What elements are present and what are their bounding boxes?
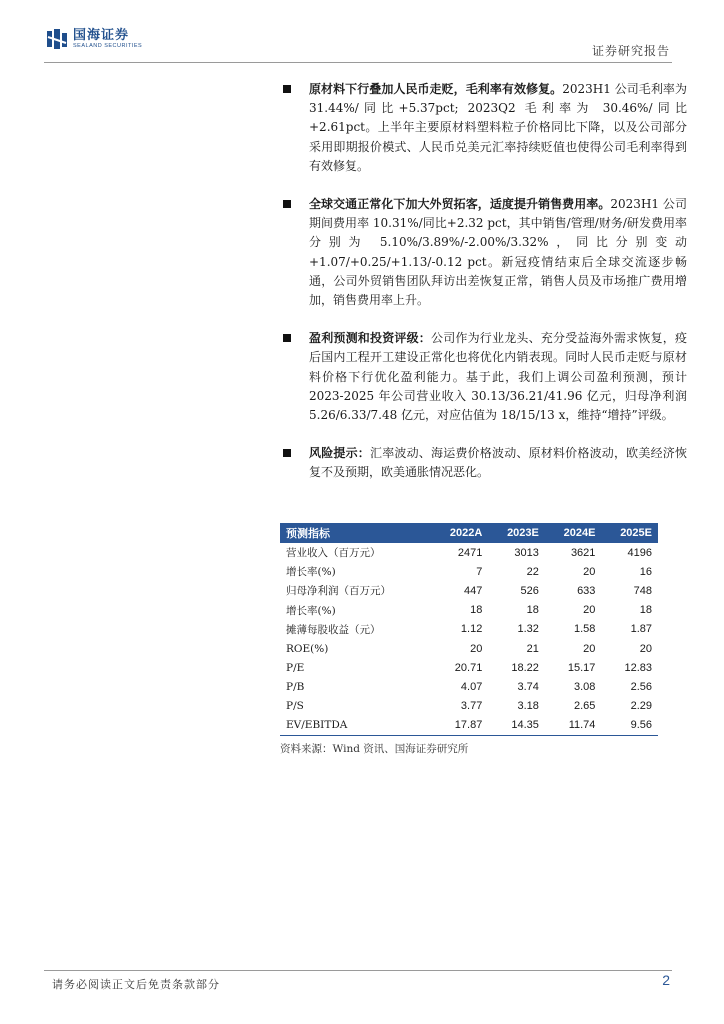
header-divider [44,62,672,63]
table-row [280,639,658,658]
value-cell: 4.07 [460,680,483,693]
value-cell: 1.58 [574,623,596,636]
table-header-row [280,523,658,543]
value-cell: 20 [583,565,596,578]
row-label-cell: 营业收入（百万元） [286,547,381,560]
report-type-label: 证券研究报告 [591,44,670,58]
value-cell: 3.74 [517,680,539,693]
key-point-rating [283,329,687,425]
key-point-body: 2023H1 公司毛利率为 31.44%/同比+5.37pct; 2023Q2 毛利率为 30.46%/同比+2.61pct。上半年主要原材料塑料粒子价格同比下降，以及公司部分采用即期报价模式、人民币兑美元汇率持续贬值也使得公司毛利率得到有效修复。 [309,82,687,173]
square-bullet-icon [283,85,291,93]
row-label-cell: P/B [286,680,305,693]
value-cell: 748 [633,584,652,597]
table-row [280,697,658,716]
value-cell: 14.35 [488,716,545,736]
key-points-list [283,80,687,502]
company-logo [46,28,142,50]
value-cell: 20 [639,642,652,655]
row-label-cell: 增长率(%) [286,604,336,617]
row-label-cell: 归母净利润（百万元） [286,585,391,598]
value-cell: 22 [526,565,539,578]
value-cell: 3013 [514,546,539,559]
row-label-cell: EV/EBITDA [280,716,431,736]
value-cell: 3.77 [460,700,483,713]
value-cell: 633 [577,584,596,597]
value-cell: 526 [520,584,539,597]
logo-name-en: SEALAND SECURITIES [73,42,143,49]
key-point-body: 汇率波动、海运费价格波动、原材料价格波动，欧美经济恢复不及预期，欧美通胀情况恶化。 [309,446,687,480]
value-cell: 17.87 [431,716,488,736]
key-point-heading: 原材料下行叠加人民币走贬，毛利率有效修复。 [309,82,563,96]
square-bullet-icon [283,200,291,208]
page-number: 2 [662,972,670,988]
table-row [280,620,658,639]
column-header: 预测指标 [280,523,431,543]
value-cell: 2.65 [574,700,596,713]
value-cell: 2471 [457,546,483,559]
value-cell: 9.56 [601,716,658,736]
column-header: 2025E [601,523,658,543]
row-label-cell: ROE(%) [286,642,329,655]
table-row [280,562,658,581]
sealand-logo-icon [46,28,68,50]
value-cell: 20.71 [454,661,483,674]
table-row [280,601,658,620]
logo-name-cn: 国海证券 [73,27,130,43]
table-row [280,677,658,696]
disclaimer-text: 请务必阅读正文后免责条款部分 [52,978,220,991]
table-row [280,581,658,600]
key-point-risks [283,444,687,482]
page-header [0,0,724,64]
value-cell: 16 [639,565,652,578]
key-point-heading: 风险提示： [309,446,370,461]
key-point-gross-margin [283,80,687,176]
value-cell: 447 [463,584,483,597]
column-header: 2022A [431,523,488,543]
row-label-cell: 增长率(%) [286,566,336,579]
footer-divider [44,970,672,971]
forecast-table-section [280,523,658,756]
value-cell: 3.18 [517,700,539,713]
forecast-table [280,523,658,736]
value-cell: 2.29 [630,700,652,713]
key-point-body: 2023H1 公司期间费用率 10.31%/同比+2.32 pct，其中销售/管理/财务/研发费用率分别为 5.10%/3.89%/-2.00%/3.32%，同比分别变动 +1.07/+0.25/+1.13/-0.12 pct。新冠疫情结束后全球交流逐步畅通，公司外贸销售团队拜访出差恢复正常，销售人员及市场推广费用增加，销售费用率上升。 [309,197,687,308]
table-row [280,716,658,736]
table-row [280,543,658,562]
value-cell: 2.56 [630,680,652,693]
row-label-cell: 摊薄每股收益（元） [286,623,381,636]
key-point-body: 公司作为行业龙头、充分受益海外需求恢复，疫后国内工程开工建设正常化也将优化内销表现。同时人民币走贬与原材料价格下行优化盈利能力。基于此，我们上调公司盈利预测，预计 2023-2025 年公司营业收入 30.13/36.21/41.96 亿元，归母净利润 5.26/6.33/7.48 亿元，对应估值为 18/15/13 x，维持“增持”评级。 [309,331,687,423]
key-point-heading: 盈利预测和投资评级： [309,331,431,346]
square-bullet-icon [283,449,291,457]
value-cell: 3.08 [574,680,596,693]
value-cell: 1.12 [460,623,483,636]
column-header: 2023E [488,523,545,543]
key-point-heading: 全球交通正常化下加大外贸拓客，适度提升销售费用率。 [309,197,611,212]
value-cell: 1.32 [517,623,539,636]
value-cell: 15.17 [567,661,596,674]
column-header: 2024E [545,523,602,543]
value-cell: 18 [470,604,483,617]
value-cell: 7 [476,565,483,578]
value-cell: 20 [470,642,483,655]
row-label-cell: P/S [286,700,304,713]
value-cell: 18 [639,604,652,617]
square-bullet-icon [283,334,291,342]
key-point-sales-expense [283,195,687,310]
value-cell: 3621 [570,546,596,559]
value-cell: 18.22 [511,661,539,674]
table-source-note: 资料来源：Wind 资讯、国海证券研究所 [280,742,469,755]
value-cell: 20 [583,604,596,617]
value-cell: 4196 [627,546,652,559]
value-cell: 20 [583,642,596,655]
row-label-cell: P/E [286,661,305,674]
value-cell: 11.74 [545,716,602,736]
value-cell: 1.87 [630,623,652,636]
value-cell: 18 [526,604,539,617]
value-cell: 21 [526,642,539,655]
table-row [280,658,658,677]
value-cell: 12.83 [624,661,652,674]
